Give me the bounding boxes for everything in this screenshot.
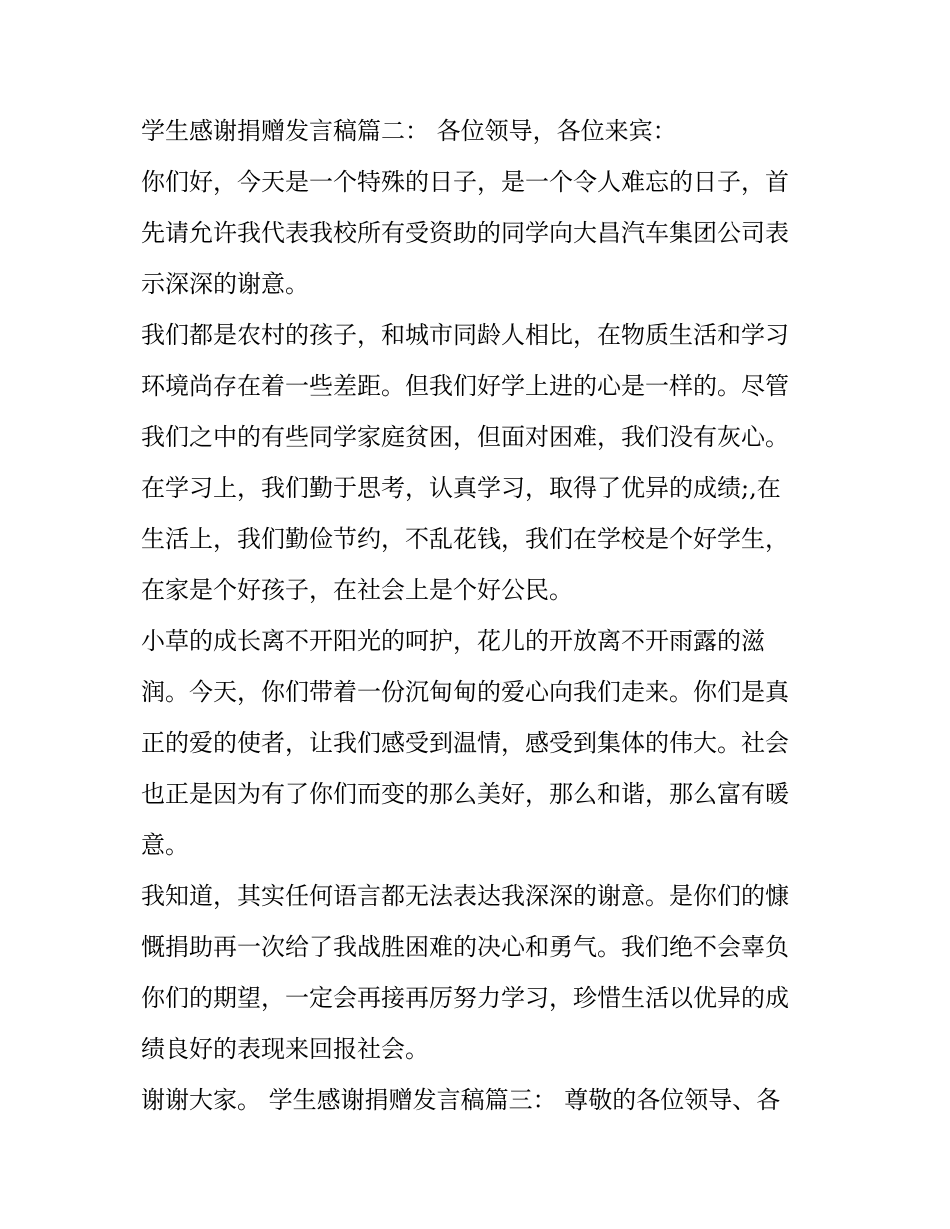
text-line: 绩良好的表现来回报社会。 <box>141 1035 429 1063</box>
text-line: 先请允许我代表我校所有受资助的同学向大昌汽车集团公司表 <box>141 219 789 247</box>
text-line: 润。今天，你们带着一份沉甸甸的爱心向我们走来。你们是真 <box>141 678 789 706</box>
text-line: 小草的成长离不开阳光的呵护，花儿的开放离不开雨露的滋 <box>141 627 765 655</box>
text-line: 在学习上，我们勤于思考，认真学习，取得了优异的成绩;,在 <box>141 474 781 502</box>
text-line: 你们好，今天是一个特殊的日子，是一个令人难忘的日子，首 <box>141 168 789 196</box>
text-line: 环境尚存在着一些差距。但我们好学上进的心是一样的。尽管 <box>141 372 789 400</box>
text-line: 意。 <box>141 831 189 859</box>
text-line: 正的爱的使者，让我们感受到温情，感受到集体的伟大。社会 <box>141 729 789 757</box>
text-line: 你们的期望，一定会再接再厉努力学习，珍惜生活以优异的成 <box>141 984 789 1012</box>
text-line: 我们都是农村的孩子，和城市同龄人相比，在物质生活和学习 <box>141 321 789 349</box>
text-line: 慨捐助再一次给了我战胜困难的决心和勇气。我们绝不会辜负 <box>141 933 789 961</box>
text-line: 谢谢大家。 学生感谢捐赠发言稿篇三： 尊敬的各位领导、各 <box>141 1086 781 1114</box>
text-line: 我知道，其实任何语言都无法表达我深深的谢意。是你们的慷 <box>141 882 789 910</box>
text-line: 在家是个好孩子，在社会上是个好公民。 <box>141 576 573 604</box>
document-body <box>141 106 821 1126</box>
text-line: 也正是因为有了你们而变的那么美好，那么和谐，那么富有暖 <box>141 780 789 808</box>
text-line: 生活上，我们勤俭节约，不乱花钱，我们在学校是个好学生， <box>141 525 789 553</box>
text-line: 学生感谢捐赠发言稿篇二： 各位领导，各位来宾： <box>141 117 677 145</box>
text-line: 示深深的谢意。 <box>141 270 309 298</box>
text-line: 我们之中的有些同学家庭贫困，但面对困难，我们没有灰心。 <box>141 423 789 451</box>
